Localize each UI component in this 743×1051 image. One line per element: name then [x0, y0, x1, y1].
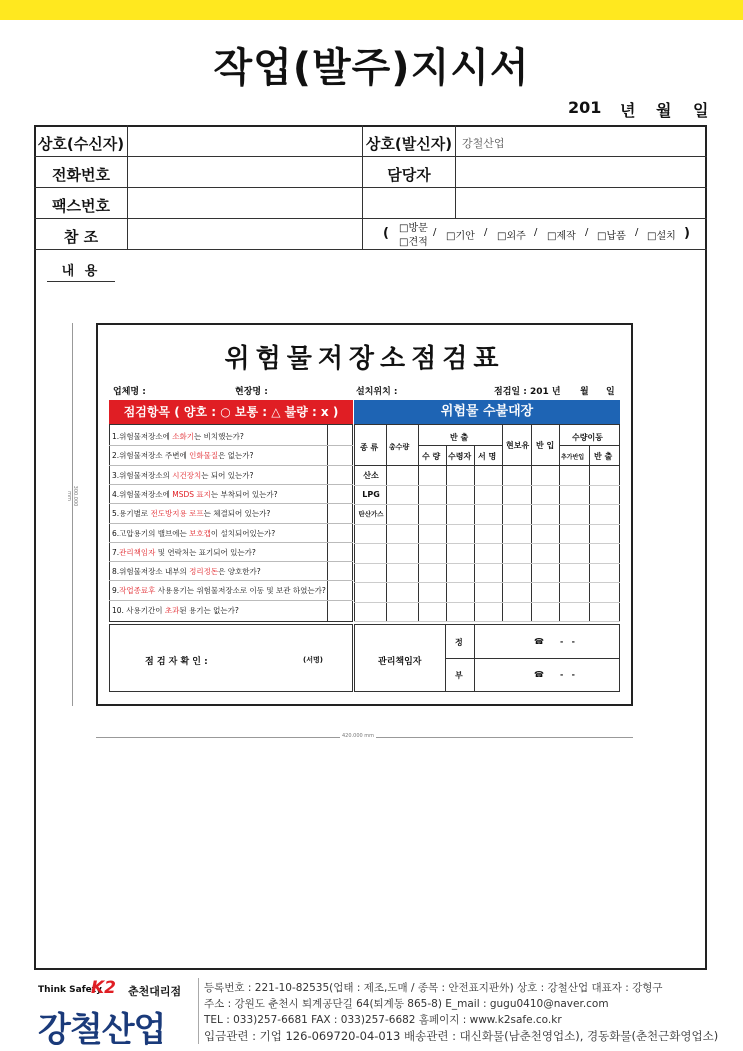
dimension-line: [72, 323, 73, 706]
checklist-item: [112, 585, 326, 596]
ref-label: 참 조: [63, 228, 99, 246]
location-field: 설치위치 :: [356, 387, 398, 397]
content-label: 내 용: [47, 260, 115, 282]
checklist-item-post: 은 없는가?: [218, 451, 254, 461]
checklist-item-post: 는 비치했는가?: [194, 432, 244, 441]
ref-quote[interactable]: □견적: [399, 237, 428, 248]
ref-install[interactable]: □설치: [647, 231, 676, 242]
sheet-title: 위험물저장소점검표: [224, 344, 505, 374]
dimension-width: 420.000 mm: [342, 733, 375, 739]
company-field: 업체명 :: [113, 387, 146, 397]
document-title: 작업(발주)지시서: [213, 45, 530, 91]
phone-label: 전화번호: [52, 166, 110, 184]
checklist-row-line: [109, 503, 353, 504]
checklist-item-post: 는 체결되어 있는가?: [203, 509, 271, 519]
checklist-item-post: 은 양호한가?: [218, 567, 261, 577]
checklist-row-line: [109, 523, 353, 524]
sender-label: 상호(수신자): [37, 135, 125, 153]
ledger-row-line: [354, 504, 620, 505]
checklist-item-pre: 6.고압용기의 밸브에는: [112, 528, 190, 538]
date-month-unit: 월: [656, 101, 672, 120]
checklist-item-hl: 전도방지용 로프: [150, 509, 204, 519]
checklist-item: [112, 547, 256, 558]
checklist-item-post: 는 되어 있는가?: [201, 470, 254, 480]
ledger-row-line: [354, 563, 620, 564]
checklist-item-hl: 보호캡: [189, 528, 211, 538]
footer-line3: TEL : 033)257-6681 FAX : 033)257-6682 홈페이지 : www.k2safe.co.kr: [204, 1014, 562, 1026]
footer-line4: 입금관련 : 기업 126-069720-04-013 배송관련 : 대신화물(남춘천영업소), 경동화물(춘천근화영업소): [204, 1029, 719, 1043]
ref-open-paren: (: [383, 226, 389, 241]
inspector-label: 점 검 자 확 인 :: [145, 657, 208, 667]
ledger-col: [446, 445, 447, 622]
ledger-in: 반 입: [536, 441, 555, 450]
ledger-row-line: [354, 621, 620, 622]
checklist-item: [112, 605, 239, 616]
checklist-item-pre: 7.: [112, 547, 120, 557]
checklist-header: 점검항목 ( 양호 : ○ 보통 : △ 불량 : x ): [109, 400, 353, 424]
checklist-item: [112, 470, 253, 481]
col-divider: [127, 125, 128, 249]
checklist-item-pre: 1.위험물저장소에: [112, 432, 173, 441]
checklist-item: [112, 528, 275, 539]
checklist-row-line: [109, 600, 353, 601]
ledger-stock: 현보유: [506, 441, 530, 450]
dimension-height: 300.000 mm: [66, 485, 78, 507]
manager-sub: 부: [455, 671, 463, 680]
ref-sep: /: [585, 227, 589, 238]
ref-draft[interactable]: □기안: [446, 231, 475, 242]
row-divider: [34, 249, 707, 250]
checklist-item-hl: MSDS 표지: [172, 489, 211, 499]
ref-sep: /: [433, 227, 437, 238]
fax-label: 팩스번호: [52, 197, 110, 215]
inspector-sign: (서명): [303, 656, 323, 664]
footer-line1: 등록번호 : 221-10-82535(업태 : 제조,도매 / 종목 : 안전표지판外) 상호 : 강철산업 대표자 : 강형구: [204, 982, 663, 994]
checklist-item-pre: 9.: [112, 586, 120, 596]
checklist-row-line: [109, 484, 353, 485]
ledger-move: 수량이동: [572, 433, 603, 442]
receiver-label: 상호(발신자): [365, 135, 453, 153]
ledger-qty-total: 총수량: [389, 443, 410, 451]
brand-branch: 춘천대리점: [128, 985, 182, 998]
check-month: 월: [580, 387, 589, 397]
date-year-unit: 년: [620, 101, 636, 120]
ref-outsource[interactable]: □외주: [497, 231, 526, 242]
ledger-kind-item: 산소: [363, 471, 379, 480]
checklist-item-pre: 10. 사용기간이: [112, 605, 165, 615]
ledger-header: 위험물 수불대장: [354, 400, 620, 424]
ref-deliver[interactable]: □납품: [597, 231, 626, 242]
ledger-row: [559, 445, 620, 446]
checklist-item-hl: 시건장치: [172, 470, 202, 480]
checklist-item-hl: 정리정돈: [189, 567, 219, 577]
checklist-item-pre: 3.위험물저장소의: [112, 470, 173, 480]
col-divider: [362, 125, 363, 249]
checklist-item-hl: 작업종료후: [119, 586, 156, 596]
checklist-row-line: [109, 580, 353, 581]
phone-icon: ☎: [534, 670, 544, 679]
ref-sep: /: [635, 227, 639, 238]
ledger-kind-item: LPG: [362, 489, 380, 499]
ledger-out-qty: 수 량: [422, 452, 441, 461]
checklist-row-line: [109, 445, 353, 446]
checklist-item-pre: 4.위험물저장소에: [112, 489, 173, 499]
site-field: 현장명 :: [235, 387, 268, 397]
checklist-item-post: 이 설치되어있는가?: [210, 528, 276, 538]
checklist-item-post: 는 부착되어 있는가?: [210, 489, 278, 499]
ledger-kind: 종 류: [360, 443, 379, 452]
ledger-row-line: [354, 465, 620, 466]
checklist-item-pre: 2.위험물저장소 주변에: [112, 451, 190, 461]
checklist-item: [112, 508, 270, 519]
ledger-move-out: 반 출: [594, 452, 613, 461]
date-day-unit: 일: [693, 101, 709, 120]
phone-dash: - -: [560, 670, 575, 679]
manager-row: [445, 658, 620, 659]
ref-make[interactable]: □제작: [547, 231, 576, 242]
checklist-row-line: [109, 465, 353, 466]
phone-icon: ☎: [534, 637, 544, 646]
ref-sep: /: [484, 227, 488, 238]
date-year: 201: [568, 98, 602, 117]
ref-visit[interactable]: □방문: [399, 223, 428, 234]
checklist-item-hl: 소화기: [172, 432, 195, 441]
receiver-value: 강철산업: [462, 137, 505, 150]
checklist-item-hl: 관리책임자: [119, 547, 156, 557]
checklist-item: [112, 566, 261, 577]
ledger-extra-in: 추가반입: [561, 454, 585, 461]
ledger-col: [474, 445, 475, 622]
checklist-row-line: [109, 542, 353, 543]
ledger-row-line: [354, 485, 620, 486]
brand-slogan: Think Safety: [38, 985, 102, 995]
checklist-item-hl: 인화물질: [189, 451, 219, 461]
footer-divider: [198, 978, 199, 1044]
ref-close-paren: ): [684, 226, 690, 241]
row-divider: [34, 156, 707, 157]
ledger-row-line: [354, 543, 620, 544]
ledger-row-line: [354, 524, 620, 525]
ledger-kind-item: 탄산가스: [358, 510, 384, 518]
checklist-item-post: 및 연락처는 표기되어 있는가?: [155, 547, 256, 557]
company-logo: 강철산업: [38, 1010, 166, 1050]
top-yellow-bar: [0, 0, 743, 20]
checklist-item-post: 사용용기는 위험물저장소로 이동 및 보관 하였는가?: [155, 586, 326, 596]
checklist-item-pre: 8.위험물저장소 내부의: [112, 567, 190, 577]
checklist-item-post: 된 용기는 없는가?: [179, 605, 239, 615]
checklist-item-pre: 5.용기별로: [112, 509, 151, 519]
manager-label: 관리책임자: [378, 657, 422, 667]
checklist-item: [112, 431, 244, 442]
col-divider: [455, 125, 456, 218]
ledger-row: [418, 445, 502, 446]
checklist-item: [112, 489, 278, 500]
check-day: 일: [606, 387, 615, 397]
checklist-item-hl: 초과: [164, 605, 180, 615]
ledger-row-line: [354, 582, 620, 583]
footer-line2: 주소 : 강원도 춘천시 퇴계공단길 64(퇴계동 865-8) E_mail : gugu0410@naver.com: [204, 998, 609, 1010]
check-date-field: 점검일 : 201 년: [494, 387, 561, 397]
ledger-col: [589, 445, 590, 622]
ledger-out-sign: 서 명: [478, 452, 497, 461]
checklist-row-line: [109, 561, 353, 562]
row-divider: [34, 218, 707, 219]
row-divider: [34, 187, 707, 188]
brand-logo: K2: [91, 978, 117, 998]
ref-sep: /: [534, 227, 538, 238]
manager-main: 정: [455, 638, 463, 647]
ledger-row-line: [354, 602, 620, 603]
ledger-out-receiver: 수령자: [448, 452, 472, 461]
checklist-item: [112, 450, 253, 461]
phone-dash: - -: [560, 637, 575, 646]
ledger-out: 반 출: [450, 433, 469, 442]
manager-label: 담당자: [387, 166, 431, 184]
